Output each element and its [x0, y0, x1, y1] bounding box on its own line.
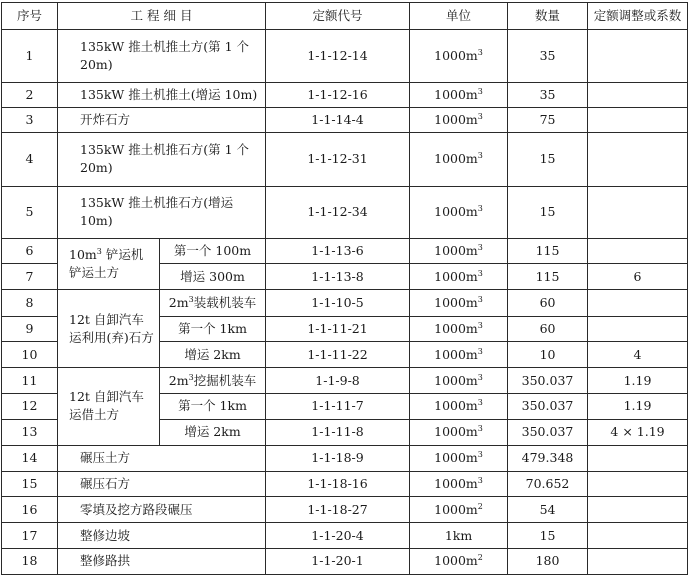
- cell-unit: [410, 264, 508, 290]
- cell-qty: 180: [508, 548, 588, 574]
- cell-unit: [410, 316, 508, 341]
- cell-code: 1-1-18-27: [266, 497, 410, 523]
- header-unit: 单位: [410, 3, 508, 30]
- unit-base: 1000m: [434, 346, 478, 362]
- unit-sup: 2: [477, 553, 483, 563]
- cell-item: 整修边坡: [58, 523, 266, 548]
- cell-coef: [588, 497, 688, 523]
- cell-code: 1-1-18-9: [266, 445, 410, 471]
- cell-qty: 15: [508, 133, 588, 186]
- unit-sup: 3: [477, 346, 483, 356]
- cell-sub: [160, 368, 266, 394]
- cell-seq: 17: [2, 523, 58, 548]
- table-row: [2, 548, 688, 574]
- group-rest: 铲运机铲运土方: [69, 247, 144, 281]
- cell-coef: 1.19: [588, 394, 688, 419]
- unit-base: 1000m: [434, 553, 478, 569]
- cell-sub: [160, 290, 266, 316]
- cell-coef: [588, 30, 688, 82]
- cell-sub: 第一个 100m: [160, 239, 266, 264]
- cell-code: 1-1-20-4: [266, 523, 410, 548]
- cell-qty: 60: [508, 316, 588, 341]
- cell-code: 1-1-13-6: [266, 239, 410, 264]
- cell-qty: 10: [508, 341, 588, 367]
- unit-base: 1000m: [434, 372, 478, 388]
- unit-base: 1000m: [434, 204, 478, 220]
- sub-sup: 3: [188, 372, 194, 382]
- cell-coef: 1.19: [588, 368, 688, 394]
- cell-coef: 6: [588, 264, 688, 290]
- cell-sub: 增运 2km: [160, 419, 266, 445]
- sub-rest: 装载机装车: [193, 295, 257, 311]
- cell-qty: 350.037: [508, 419, 588, 445]
- cell-seq: 14: [2, 445, 58, 471]
- cell-item: 碾压土方: [58, 445, 266, 471]
- unit-base: 1000m: [434, 501, 478, 517]
- group-sup: 3: [96, 247, 102, 257]
- table-row: [2, 472, 688, 497]
- cell-seq: 11: [2, 368, 58, 394]
- cell-coef: [588, 186, 688, 238]
- table-row: [2, 239, 688, 264]
- cell-coef: [588, 133, 688, 186]
- cell-unit: [410, 133, 508, 186]
- cell-item: 135kW 推土机推石方(增运 10m): [58, 186, 266, 238]
- cell-unit: [410, 419, 508, 445]
- cell-qty: 15: [508, 523, 588, 548]
- header-row: [2, 3, 688, 30]
- unit-sup: 3: [477, 268, 483, 278]
- cell-seq: 13: [2, 419, 58, 445]
- cell-qty: 35: [508, 82, 588, 107]
- unit-sup: 3: [477, 372, 483, 382]
- cell-unit: [410, 368, 508, 394]
- quota-table: [1, 2, 688, 575]
- sub-rest: 挖掘机装车: [193, 372, 257, 388]
- unit-sup: 2: [477, 501, 483, 511]
- cell-seq: 16: [2, 497, 58, 523]
- sub-sup: 3: [188, 294, 194, 304]
- table-row: [2, 445, 688, 471]
- cell-qty: 15: [508, 186, 588, 238]
- cell-sub: 增运 2km: [160, 341, 266, 367]
- cell-seq: 8: [2, 290, 58, 316]
- cell-qty: 350.037: [508, 394, 588, 419]
- unit-sup: 3: [477, 475, 483, 485]
- cell-qty: 54: [508, 497, 588, 523]
- cell-sub: 第一个 1km: [160, 316, 266, 341]
- cell-seq: 10: [2, 341, 58, 367]
- header-qty: 数量: [508, 3, 588, 30]
- unit-base: 1000m: [434, 151, 478, 167]
- unit-base: 1000m: [434, 450, 478, 466]
- cell-item: 零填及挖方路段碾压: [58, 497, 266, 523]
- cell-qty: 75: [508, 107, 588, 132]
- table-row: [2, 290, 688, 316]
- cell-code: 1-1-10-5: [266, 290, 410, 316]
- cell-coef: 4 × 1.19: [588, 419, 688, 445]
- unit-base: 1000m: [434, 243, 478, 259]
- cell-code: 1-1-9-8: [266, 368, 410, 394]
- cell-code: 1-1-12-34: [266, 186, 410, 238]
- cell-group: 12t 自卸汽车运利用(弃)石方: [58, 290, 160, 368]
- unit-base: 1000m: [434, 476, 478, 492]
- cell-seq: 9: [2, 316, 58, 341]
- cell-code: 1-1-11-21: [266, 316, 410, 341]
- unit-sup: 3: [477, 204, 483, 214]
- cell-unit: [410, 107, 508, 132]
- unit-sup: 3: [477, 398, 483, 408]
- table-row: [2, 107, 688, 132]
- cell-item: 135kW 推土机推土方(第 1 个 20m): [58, 30, 266, 82]
- cell-seq: 3: [2, 107, 58, 132]
- cell-unit: [410, 341, 508, 367]
- header-item: 工 程 细 目: [58, 3, 266, 30]
- unit-sup: 3: [477, 111, 483, 121]
- table-row: [2, 523, 688, 548]
- cell-seq: 7: [2, 264, 58, 290]
- cell-code: 1-1-12-31: [266, 133, 410, 186]
- cell-item: 碾压石方: [58, 472, 266, 497]
- unit-base: 1000m: [434, 47, 478, 63]
- unit-sup: 3: [477, 320, 483, 330]
- cell-group: 12t 自卸汽车运借土方: [58, 368, 160, 446]
- cell-unit: [410, 523, 508, 548]
- unit-sup: 3: [477, 151, 483, 161]
- cell-qty: 479.348: [508, 445, 588, 471]
- cell-unit: [410, 472, 508, 497]
- cell-qty: 60: [508, 290, 588, 316]
- cell-qty: 70.652: [508, 472, 588, 497]
- cell-code: 1-1-11-8: [266, 419, 410, 445]
- cell-code: 1-1-14-4: [266, 107, 410, 132]
- cell-seq: 5: [2, 186, 58, 238]
- cell-unit: [410, 290, 508, 316]
- group-base: 10m: [69, 247, 97, 263]
- unit-base: 1000m: [434, 424, 478, 440]
- cell-qty: 115: [508, 264, 588, 290]
- cell-qty: 115: [508, 239, 588, 264]
- cell-code: 1-1-18-16: [266, 472, 410, 497]
- unit-base: 1000m: [434, 268, 478, 284]
- cell-qty: 35: [508, 30, 588, 82]
- cell-coef: [588, 523, 688, 548]
- cell-coef: 4: [588, 341, 688, 367]
- cell-item: 135kW 推土机推石方(第 1 个 20m): [58, 133, 266, 186]
- cell-code: 1-1-13-8: [266, 264, 410, 290]
- cell-coef: [588, 316, 688, 341]
- cell-seq: 6: [2, 239, 58, 264]
- table-row: [2, 368, 688, 394]
- cell-item: 开炸石方: [58, 107, 266, 132]
- cell-seq: 2: [2, 82, 58, 107]
- cell-unit: [410, 82, 508, 107]
- cell-coef: [588, 472, 688, 497]
- unit-base: 1000m: [434, 320, 478, 336]
- unit-sup: 3: [477, 450, 483, 460]
- cell-coef: [588, 82, 688, 107]
- sub-base: 2m: [168, 372, 189, 388]
- cell-sub: 第一个 1km: [160, 394, 266, 419]
- cell-seq: 12: [2, 394, 58, 419]
- header-coef: 定额调整或系数: [588, 3, 688, 30]
- unit-base: 1000m: [434, 86, 478, 102]
- unit-sup: 3: [477, 294, 483, 304]
- cell-sub: 增运 300m: [160, 264, 266, 290]
- cell-unit: [410, 239, 508, 264]
- cell-coef: [588, 290, 688, 316]
- table-row: [2, 186, 688, 238]
- cell-coef: [588, 548, 688, 574]
- cell-unit: [410, 394, 508, 419]
- table-row: [2, 497, 688, 523]
- table-row: [2, 133, 688, 186]
- unit-base: 1km: [444, 527, 473, 543]
- unit-base: 1000m: [434, 112, 478, 128]
- cell-coef: [588, 239, 688, 264]
- unit-base: 1000m: [434, 398, 478, 414]
- unit-sup: 3: [477, 86, 483, 96]
- cell-seq: 15: [2, 472, 58, 497]
- cell-unit: [410, 497, 508, 523]
- cell-code: 1-1-11-7: [266, 394, 410, 419]
- cell-item: 135kW 推土机推土(增运 10m): [58, 82, 266, 107]
- cell-code: 1-1-12-16: [266, 82, 410, 107]
- unit-sup: 3: [477, 47, 483, 57]
- cell-unit: [410, 30, 508, 82]
- unit-base: 1000m: [434, 295, 478, 311]
- cell-qty: 350.037: [508, 368, 588, 394]
- table-row: [2, 82, 688, 107]
- cell-item: 整修路拱: [58, 548, 266, 574]
- cell-seq: 1: [2, 30, 58, 82]
- cell-coef: [588, 445, 688, 471]
- unit-sup: 3: [477, 242, 483, 252]
- unit-sup: 3: [477, 424, 483, 434]
- cell-group: [58, 239, 160, 290]
- header-seq: 序号: [2, 3, 58, 30]
- cell-unit: [410, 445, 508, 471]
- cell-code: 1-1-11-22: [266, 341, 410, 367]
- sub-base: 2m: [168, 295, 189, 311]
- cell-seq: 4: [2, 133, 58, 186]
- cell-unit: [410, 186, 508, 238]
- cell-unit: [410, 548, 508, 574]
- cell-seq: 18: [2, 548, 58, 574]
- cell-coef: [588, 107, 688, 132]
- cell-code: 1-1-20-1: [266, 548, 410, 574]
- header-code: 定额代号: [266, 3, 410, 30]
- cell-code: 1-1-12-14: [266, 30, 410, 82]
- table-row: [2, 30, 688, 82]
